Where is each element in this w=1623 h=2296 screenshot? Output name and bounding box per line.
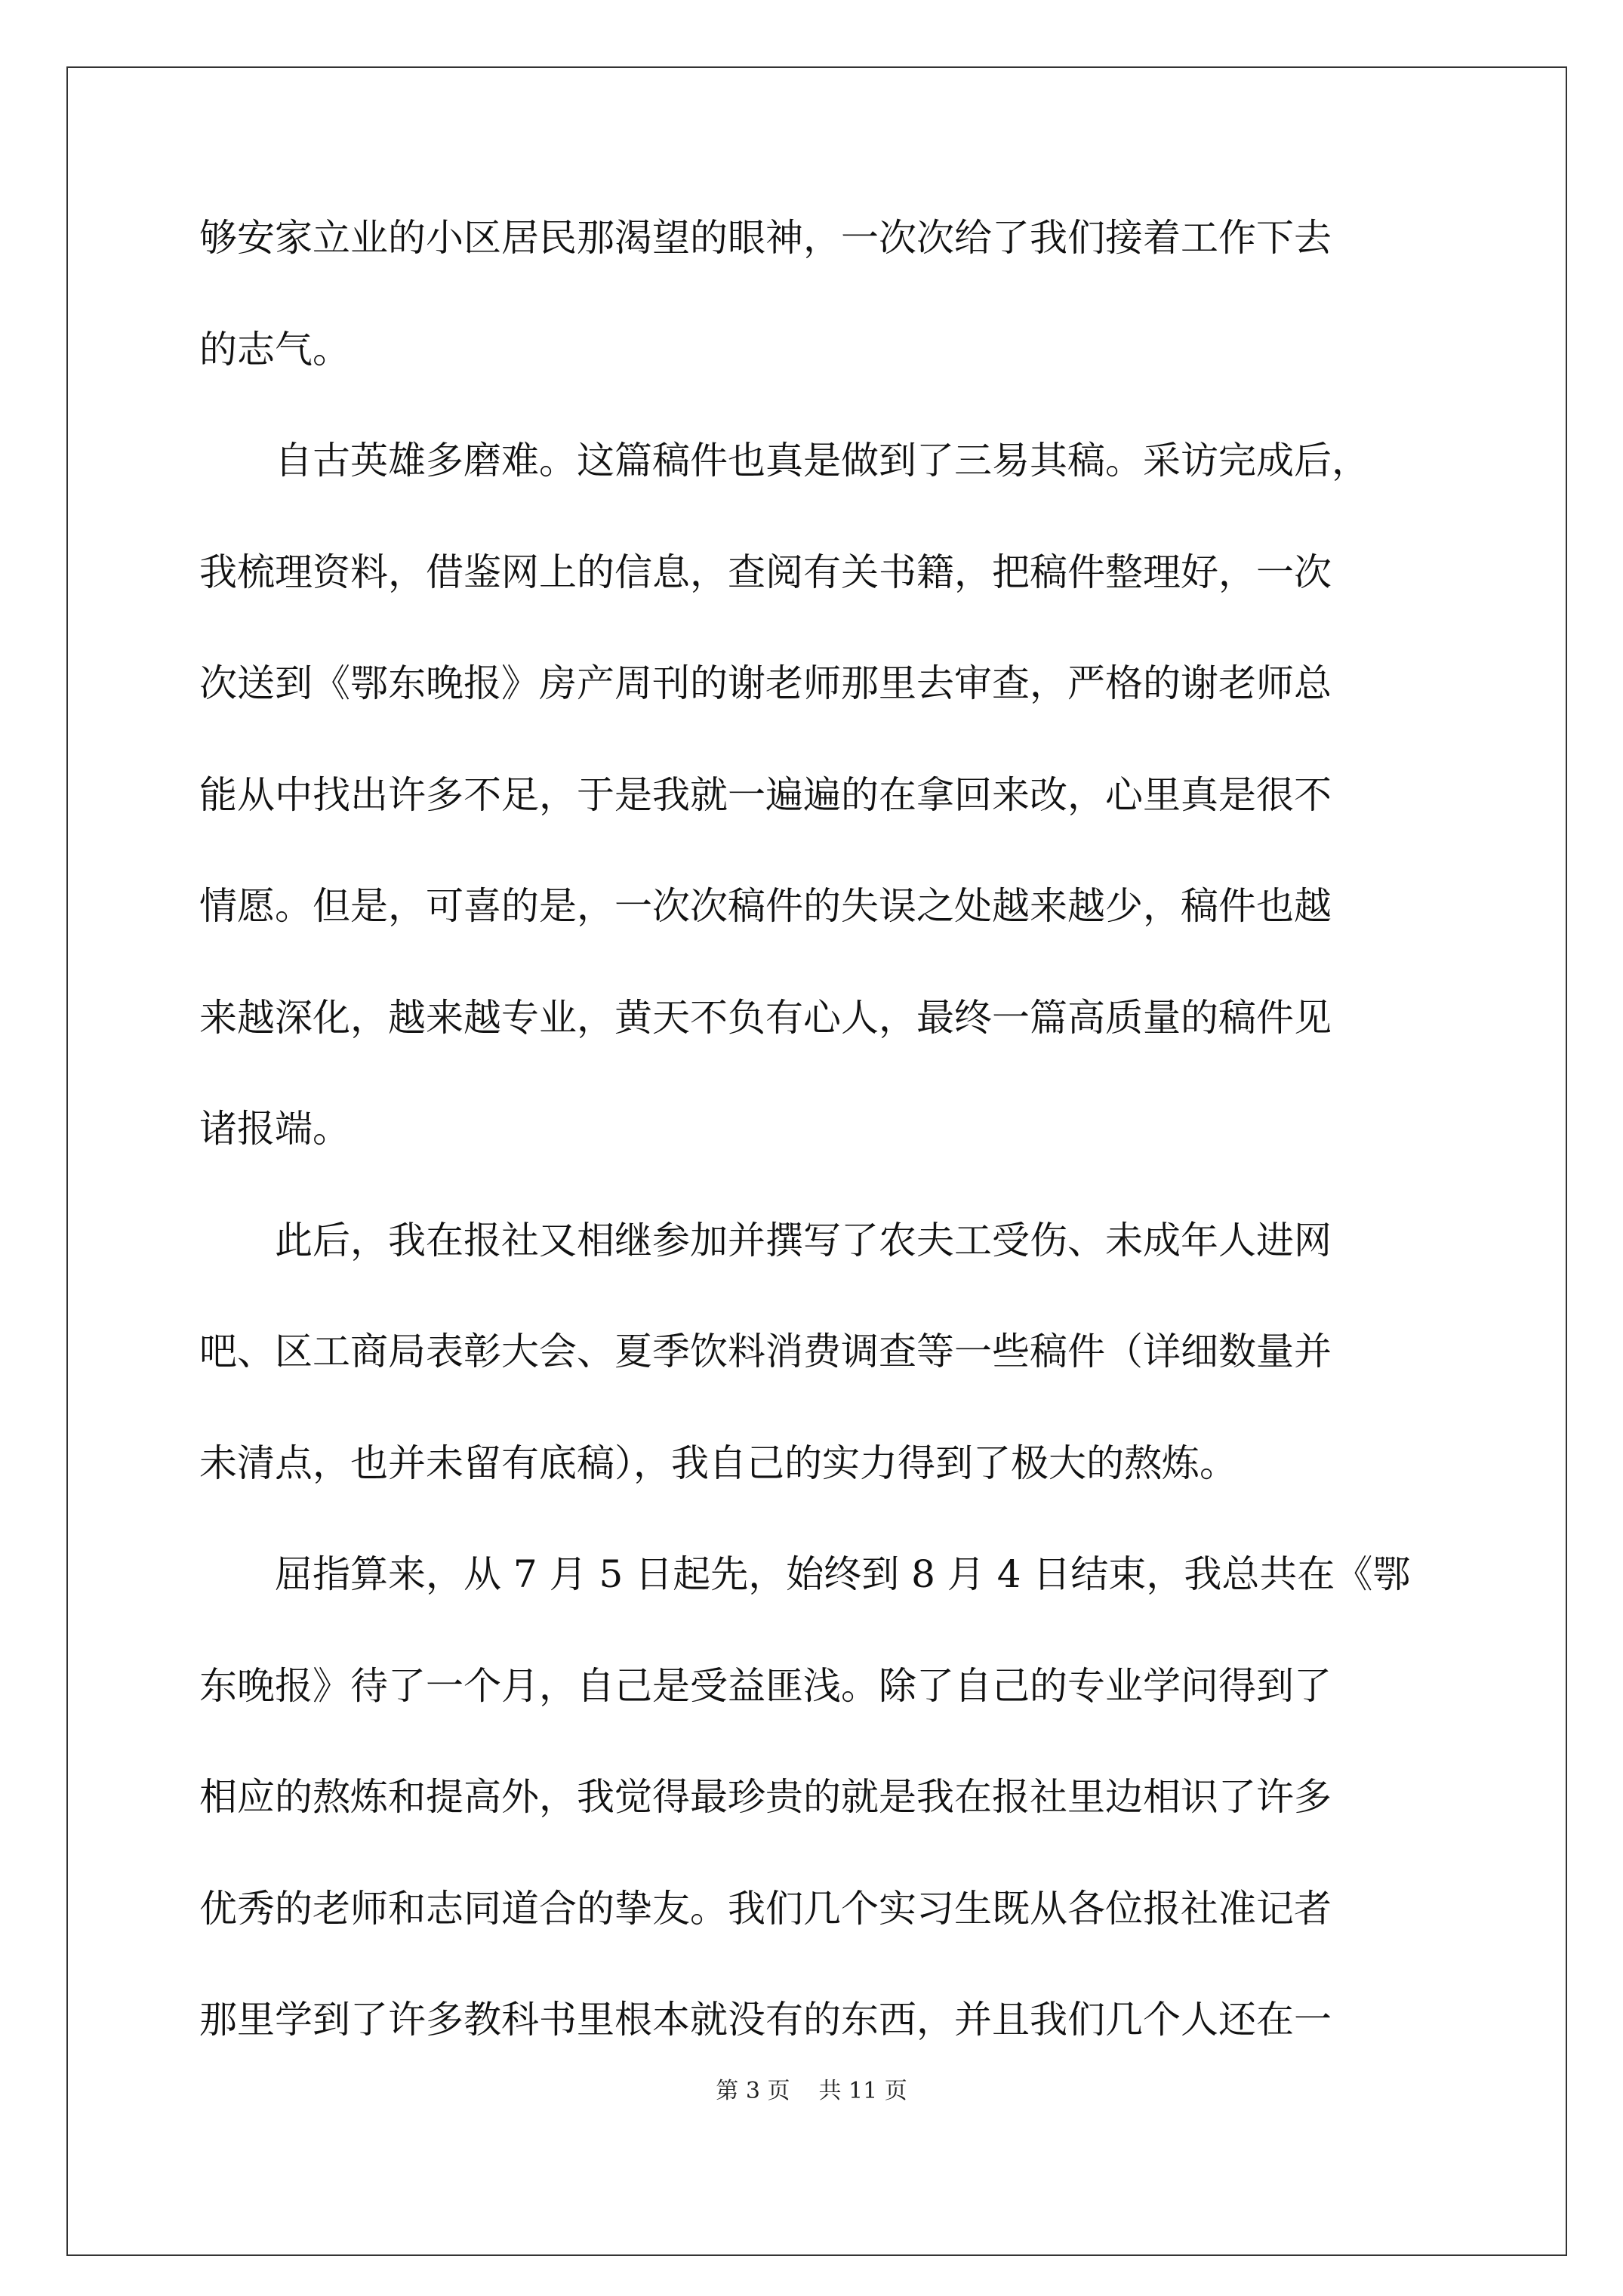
text-line (199, 216, 1437, 331)
text-line-content: 次送到《鄂东晚报》房产周刊的谢老师那里去审查，严格的谢老师总 (199, 661, 1332, 705)
text-line (199, 1107, 1437, 1222)
text-line (199, 1552, 1437, 1667)
text-line-content: 未清点，也并未留有底稿），我自己的实力得到了极大的熬炼。 (199, 1441, 1237, 1485)
text-line (199, 1886, 1437, 2002)
text-line-content: 够安家立业的小区居民那渴望的眼神，一次次给了我们接着工作下去 (199, 216, 1332, 260)
text-line (199, 1218, 1437, 1333)
text-line (199, 550, 1437, 665)
text-line-content: 此后，我在报社又相继参加并撰写了农夫工受伤、未成年人进网 (199, 1218, 1332, 1262)
text-line-content: 优秀的老师和志同道合的挚友。我们几个实习生既从各位报社准记者 (199, 1886, 1332, 1931)
text-line (199, 1775, 1437, 1890)
page-total: 共 11 页 (818, 2078, 907, 2104)
text-line-content: 来越深化，越来越专业，黄天不负有心人，最终一篇高质量的稿件见 (199, 995, 1332, 1040)
text-line (199, 661, 1437, 776)
text-line-content: 屈指算来，从 7 月 5 日起先，始终到 8 月 4 日结束，我总共在《鄂 (199, 1552, 1411, 1596)
document-body (199, 216, 1437, 2113)
text-line (199, 327, 1437, 442)
page-footer (0, 2080, 1623, 2103)
text-line (199, 1663, 1437, 1779)
text-line-content: 东晚报》待了一个月，自己是受益匪浅。除了自己的专业学问得到了 (199, 1663, 1332, 1708)
text-line-content: 那里学到了许多教科书里根本就没有的东西，并且我们几个人还在一 (199, 1998, 1332, 2042)
page-number: 第 3 页 (716, 2078, 790, 2104)
text-line-content: 能从中找出许多不足，于是我就一遍遍的在拿回来改，心里真是很不 (199, 772, 1332, 817)
text-line (199, 439, 1437, 553)
text-line (199, 995, 1437, 1111)
text-line-content: 我梳理资料，借鉴网上的信息，查阅有关书籍，把稿件整理好，一次 (199, 550, 1332, 594)
text-line-content: 相应的熬炼和提高外，我觉得最珍贵的就是我在报社里边相识了许多 (199, 1775, 1332, 1819)
text-line-content: 诸报端。 (199, 1107, 350, 1151)
text-line (199, 1330, 1437, 1444)
text-line-content: 吧、区工商局表彰大会、夏季饮料消费调查等一些稿件（详细数量并 (199, 1330, 1332, 1373)
text-line (199, 884, 1437, 999)
text-line-content: 自古英雄多磨难。这篇稿件也真是做到了三易其稿。采访完成后， (199, 439, 1369, 482)
text-line-content: 的志气。 (199, 327, 350, 371)
text-line (199, 1441, 1437, 1556)
text-line (199, 772, 1437, 888)
text-line-content: 情愿。但是，可喜的是，一次次稿件的失误之处越来越少，稿件也越 (199, 884, 1332, 928)
